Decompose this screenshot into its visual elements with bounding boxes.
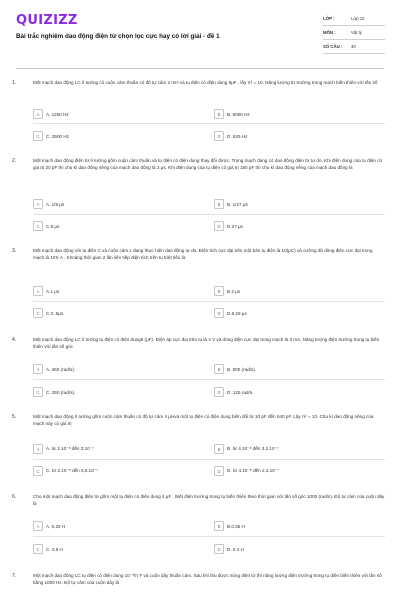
question-text: Một mạch dao động LC lí tưởng tụ điện có điện dung6 (μF). Điện áp cực đại trên tụ là 4 V và dòng điện cực đại trong mạch là 3 mA. Năng lượng điện trường trong tụ biến thiên với tần số góc: [33, 337, 380, 349]
option-text: B. 5000 Hz: [227, 111, 250, 117]
meta-row-class: [323, 12, 385, 26]
meta-key: MÔN :: [323, 30, 336, 35]
question-text: Một mạch dao động với tụ điện C và cuộn cảm L đang thực hiện dao động tự do. Điện tích cực đại trên một bản tụ điện là 10(μC) và cường độ dòng điện cực đại trong mạch là 10π A . Khoảng thời gian 2 lần liên tiếp điện tích trên tụ triệt tiêu là: [33, 248, 373, 260]
question-number: 4.: [12, 337, 17, 343]
option-b[interactable]: [214, 198, 248, 210]
option-letter: A: [33, 109, 43, 119]
question-text: Một mạch dao động LC tụ điện có điện dung 10⁻³/π F và cuộn dây thuần cảm. Sau khi thu được sóng điện từ thì năng lượng điện trường trong tụ điện biến thiên với tần số bằng 1000 Hz. Độ tự cảm của cuộn dây là: [33, 573, 382, 585]
meta-row-subject: [323, 26, 385, 40]
option-separator: [33, 123, 385, 124]
option-text: B.2 μs: [227, 288, 241, 294]
option-letter: C: [33, 466, 43, 476]
option-d[interactable]: [214, 465, 279, 477]
question-number: 2.: [12, 158, 17, 164]
option-separator: [33, 301, 385, 302]
meta-value: Vật lý: [351, 30, 362, 35]
question-number: 6.: [12, 494, 17, 500]
question-text: Cho một mạch dao động điện từ gồm một tụ điện có điện dung 4 μF . Biết điện trường trong tụ biến thiên theo thời gian với tần số góc 1000 (rad/s). Độ tự cảm của cuộn dây là: [33, 494, 385, 506]
option-d[interactable]: [214, 386, 253, 398]
option-c[interactable]: [33, 307, 63, 319]
option-letter: B: [214, 364, 224, 374]
option-letter: D: [214, 131, 224, 141]
meta-key: LỚP :: [323, 16, 335, 21]
option-b[interactable]: [214, 443, 279, 455]
option-letter: D: [214, 308, 224, 318]
option-letter: A: [33, 286, 43, 296]
option-b[interactable]: [214, 363, 256, 375]
document-title: Bài trắc nghiệm dao động điện từ chọn lọc cực hay có lời giải - đề 1: [16, 33, 220, 40]
question-number: 1.: [12, 80, 17, 86]
option-separator: [33, 379, 385, 380]
option-separator: [33, 459, 385, 460]
option-letter: A: [33, 521, 43, 531]
option-letter: D: [214, 221, 224, 231]
meta-key: SỐ CÂU :: [323, 44, 343, 49]
option-letter: D: [214, 466, 224, 476]
meta-value: Lớp 12: [351, 16, 365, 21]
option-text: B. từ 4.10⁻⁸ đến 3,2.10⁻⁷: [227, 446, 279, 451]
option-d[interactable]: [214, 130, 247, 142]
option-text: D. từ 4.10⁻⁸ đến 2,4.10⁻⁷: [227, 468, 279, 473]
option-letter: A: [33, 364, 43, 374]
option-text: A. từ 2.10⁻⁸ đến 3.10⁻⁷: [46, 446, 94, 451]
option-text: A.1 μs: [46, 288, 60, 294]
option-text: C. 0,5 H: [46, 546, 63, 552]
option-text: D. 625 Hz: [227, 133, 248, 139]
option-text: C.0 .5μs: [46, 310, 64, 316]
option-letter: B: [214, 286, 224, 296]
option-letter: C: [33, 544, 43, 554]
option-text: D. 0.4 H: [227, 546, 244, 552]
option-text: C.9 μs: [46, 223, 60, 229]
option-letter: C: [33, 308, 43, 318]
quizizz-logo: QUIZIZZ: [16, 13, 78, 28]
question-number: 3.: [12, 248, 17, 254]
option-separator: [33, 214, 385, 215]
option-text: C. từ 2.10⁻⁸ đến 3,6.10⁻⁷: [46, 468, 98, 473]
option-c[interactable]: [33, 543, 63, 555]
option-a[interactable]: [33, 363, 75, 375]
option-text: A. 1/9 μs: [46, 201, 65, 207]
option-separator: [33, 536, 385, 537]
option-text: C. 2500 Hz: [46, 133, 69, 139]
option-text: B. 500 (rad/s).: [227, 366, 257, 372]
option-b[interactable]: [214, 285, 240, 297]
meta-value: 30: [351, 44, 356, 49]
option-a[interactable]: [33, 108, 69, 120]
option-text: D.27 μs: [227, 223, 243, 229]
option-letter: C: [33, 221, 43, 231]
option-a[interactable]: [33, 443, 94, 455]
option-letter: C: [33, 131, 43, 141]
question-text: Một mạch dao động lí tưởng gồm cuộn cảm thuần có độ tự cảm 4 μHvà một tụ điện có điện dung biến đổi từ 10 pF đến 640 pF. Lấy π² = 10. Chu kì dao động riêng của mạch này có giá trị: [33, 414, 374, 426]
option-d[interactable]: [214, 543, 244, 555]
meta-row-count: [323, 40, 385, 54]
option-c[interactable]: [33, 465, 98, 477]
question-text: Một mạch dao động LC lí tưởng có cuộn cảm thuần có độ tự cảm 2 mH và tụ điện có điện dung 8μF , lấy π² = 10. Năng lượng từ trường trong mạch biến thiên với tần số: [33, 80, 378, 85]
option-text: A. 0,25 H: [46, 523, 66, 529]
option-letter: C: [33, 387, 43, 397]
option-c[interactable]: [33, 220, 59, 232]
option-letter: A: [33, 444, 43, 454]
option-text: A. 1250 Hz: [46, 111, 69, 117]
option-d[interactable]: [214, 307, 247, 319]
option-text: C. 250 (rad/s).: [46, 389, 76, 395]
question-number: 5.: [12, 414, 17, 420]
option-b[interactable]: [214, 520, 245, 532]
option-letter: B: [214, 199, 224, 209]
meta-box: [323, 12, 385, 54]
option-c[interactable]: [33, 130, 69, 142]
question-number: 7.: [12, 573, 17, 579]
option-a[interactable]: [33, 198, 64, 210]
option-letter: B: [214, 109, 224, 119]
option-text: D. 125 rad/s.: [227, 389, 254, 395]
option-text: D.6.28 μs: [227, 310, 247, 316]
option-letter: A: [33, 199, 43, 209]
option-letter: B: [214, 521, 224, 531]
option-letter: B: [214, 444, 224, 454]
option-text: B.0,35 H: [227, 523, 245, 529]
option-text: A. 450 (rad/s).: [46, 366, 76, 372]
option-c[interactable]: [33, 386, 75, 398]
option-d[interactable]: [214, 220, 243, 232]
option-letter: D: [214, 387, 224, 397]
option-letter: D: [214, 544, 224, 554]
header-divider: [16, 68, 384, 69]
option-a[interactable]: [33, 285, 59, 297]
option-a[interactable]: [33, 520, 65, 532]
option-text: B. 1/27 μs: [227, 201, 248, 207]
question-text: Một mạch dao động điện từ lí tưởng gồm cuộn cảm thuần và tụ điện có điện dung thay đổi được. Trong mạch đang có dao động điện từ tự do. Khi điện dung của tụ điện có giá trị 20 pF thì chu kì dao động riêng của mạch dao động là 3 μs. Khi điện dung của tụ điện có giá trị 180 pF thì chu kì dao động riêng của mạch dao động là: [33, 158, 383, 170]
option-b[interactable]: [214, 108, 250, 120]
